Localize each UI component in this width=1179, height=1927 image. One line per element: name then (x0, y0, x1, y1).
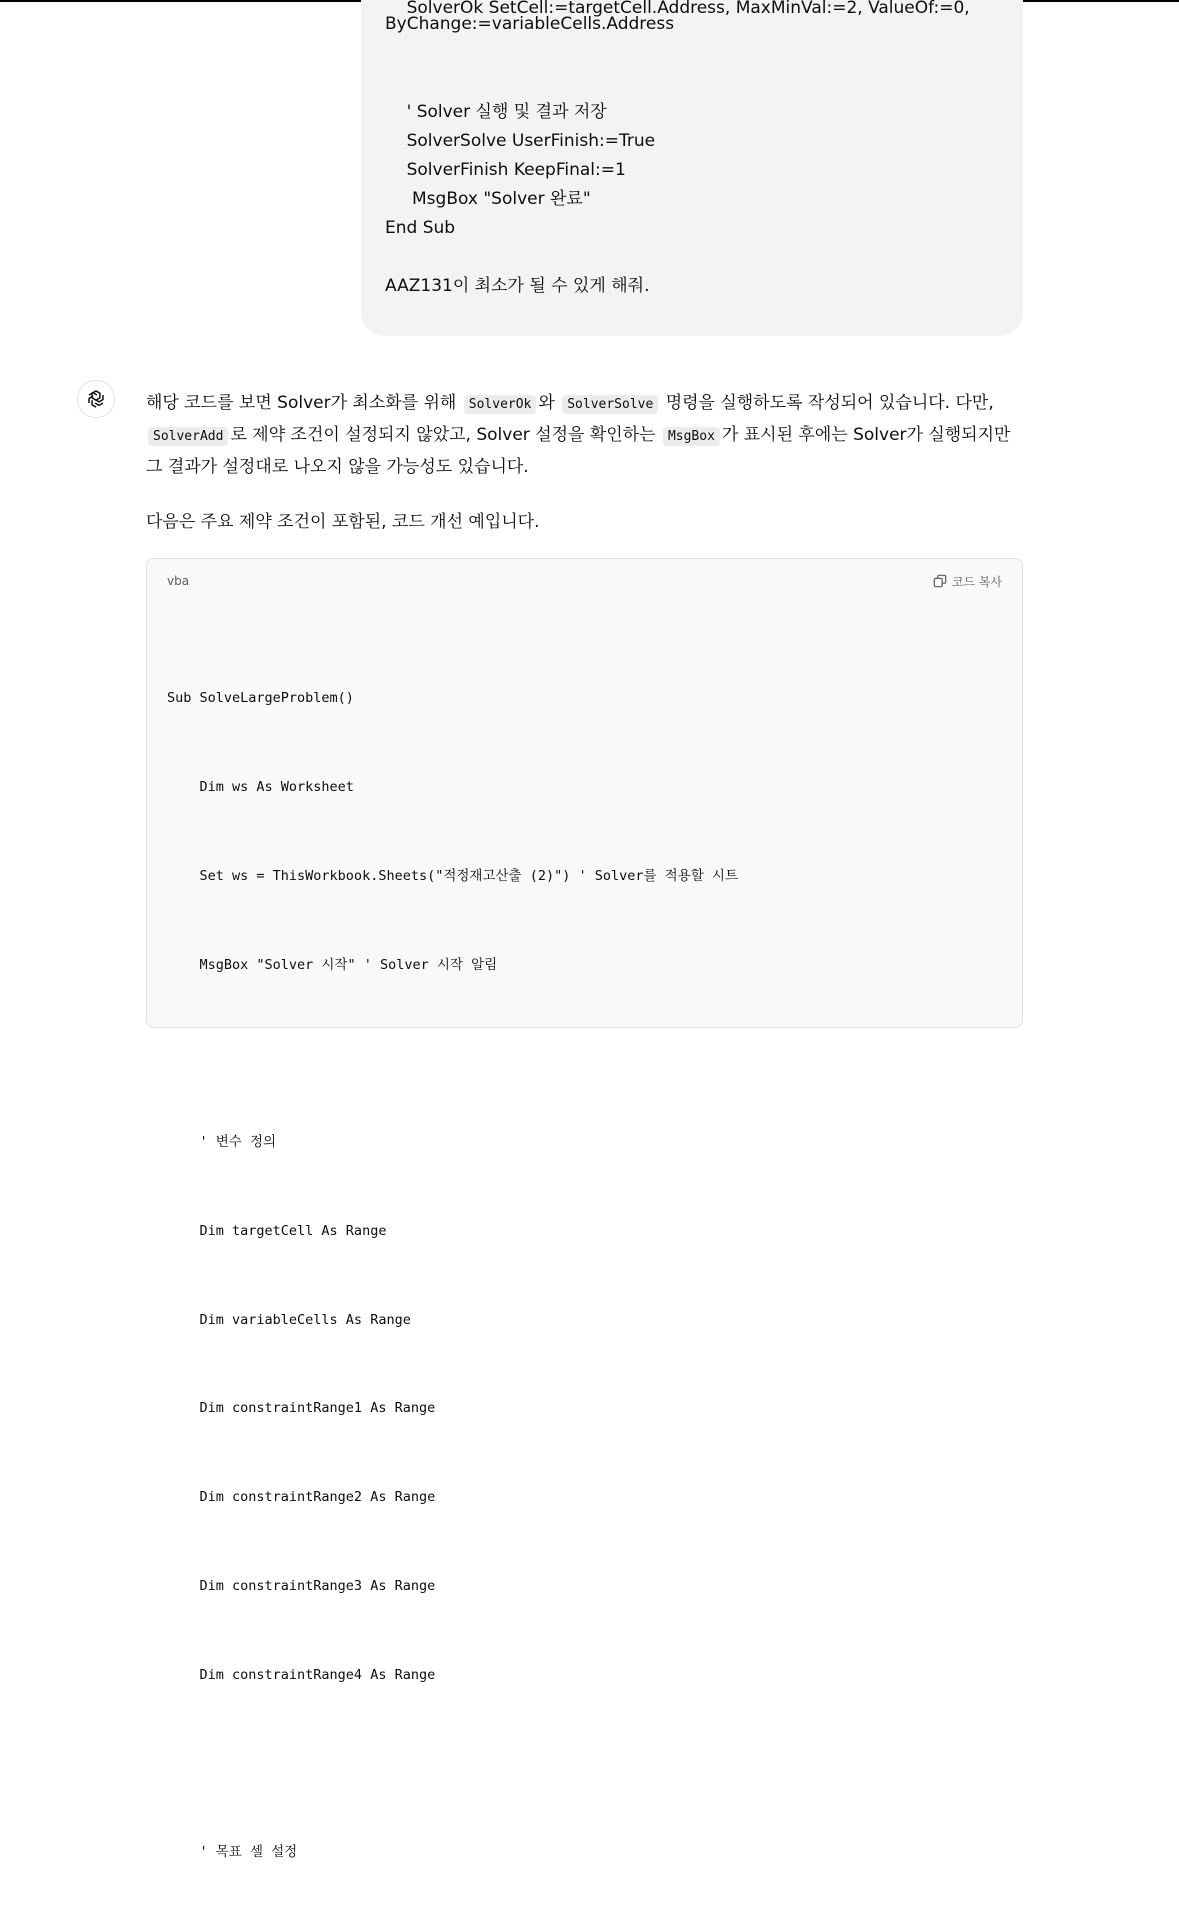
user-message-line: MsgBox "Solver 완료" (385, 189, 591, 209)
code-line: Dim variableCells As Range (167, 1311, 411, 1328)
copy-icon (933, 574, 947, 588)
text-span: 가 표시된 후에는 Solver가 실행되지만 그 결과가 설정대로 나오지 않을 가능성도 있습니다. (146, 425, 1011, 477)
inline-code: SolverOk (464, 395, 537, 414)
code-line: Dim constraintRange4 As Range (167, 1666, 436, 1683)
user-message-line: SolverFinish KeepFinal:=1 (385, 160, 626, 180)
code-line: Dim constraintRange1 As Range (167, 1400, 436, 1417)
text-span: 명령을 실행하도록 작성되어 있습니다. 다만, (660, 393, 994, 413)
user-message-line: SolverOk SetCell:=targetCell.Address, MaxMinVal:=2, ValueOf:=0, (385, 0, 970, 18)
user-message-line: SolverSolve UserFinish:=True (385, 131, 656, 151)
code-content (167, 625, 738, 1927)
code-line: MsgBox "Solver 시작" ' Solver 시작 알림 (167, 956, 498, 973)
inline-code: SolverSolve (562, 395, 658, 414)
openai-logo-icon (85, 388, 107, 410)
code-line (167, 1750, 738, 1780)
user-message-bubble (361, 0, 1023, 336)
code-line: Set ws = ThisWorkbook.Sheets("적정재고산출 (2)") ' Solver를 적용할 시트 (167, 867, 739, 884)
code-language-label: vba (167, 574, 190, 588)
code-block-header (147, 559, 1022, 603)
code-line: Dim targetCell As Range (167, 1222, 387, 1239)
code-line (167, 1039, 738, 1069)
code-line: Sub SolveLargeProblem() (167, 690, 354, 707)
text-span: 와 (538, 393, 561, 413)
user-message-line: AAZ131이 최소가 될 수 있게 해줘. (385, 276, 650, 296)
assistant-paragraph-1 (146, 388, 1026, 483)
code-block (146, 558, 1023, 1861)
inline-code: MsgBox (663, 427, 720, 446)
code-line: ' 목표 셀 설정 (167, 1844, 298, 1861)
text-span: 로 제약 조건이 설정되지 않았고, Solver 설정을 확인하는 (230, 425, 661, 445)
user-message-line: ByChange:=variableCells.Address (385, 14, 675, 34)
assistant-paragraph-2: 다음은 주요 제약 조건이 포함된, 코드 개선 예입니다. (146, 512, 540, 532)
code-line: Dim constraintRange2 As Range (167, 1489, 436, 1506)
inline-code: SolverAdd (148, 427, 228, 446)
copy-code-label: 코드 복사 (951, 574, 1002, 589)
user-message-line: End Sub (385, 218, 456, 238)
copy-code-button[interactable] (933, 573, 1002, 590)
code-line: Dim ws As Worksheet (167, 778, 354, 795)
text-span: 해당 코드를 보면 Solver가 최소화를 위해 (146, 393, 462, 413)
code-line: Dim constraintRange3 As Range (167, 1578, 436, 1594)
assistant-avatar (77, 380, 115, 418)
assistant-message (146, 388, 1026, 538)
code-line: ' 변수 정의 (167, 1134, 277, 1151)
user-message-line: ' Solver 실행 및 결과 저장 (385, 102, 607, 122)
